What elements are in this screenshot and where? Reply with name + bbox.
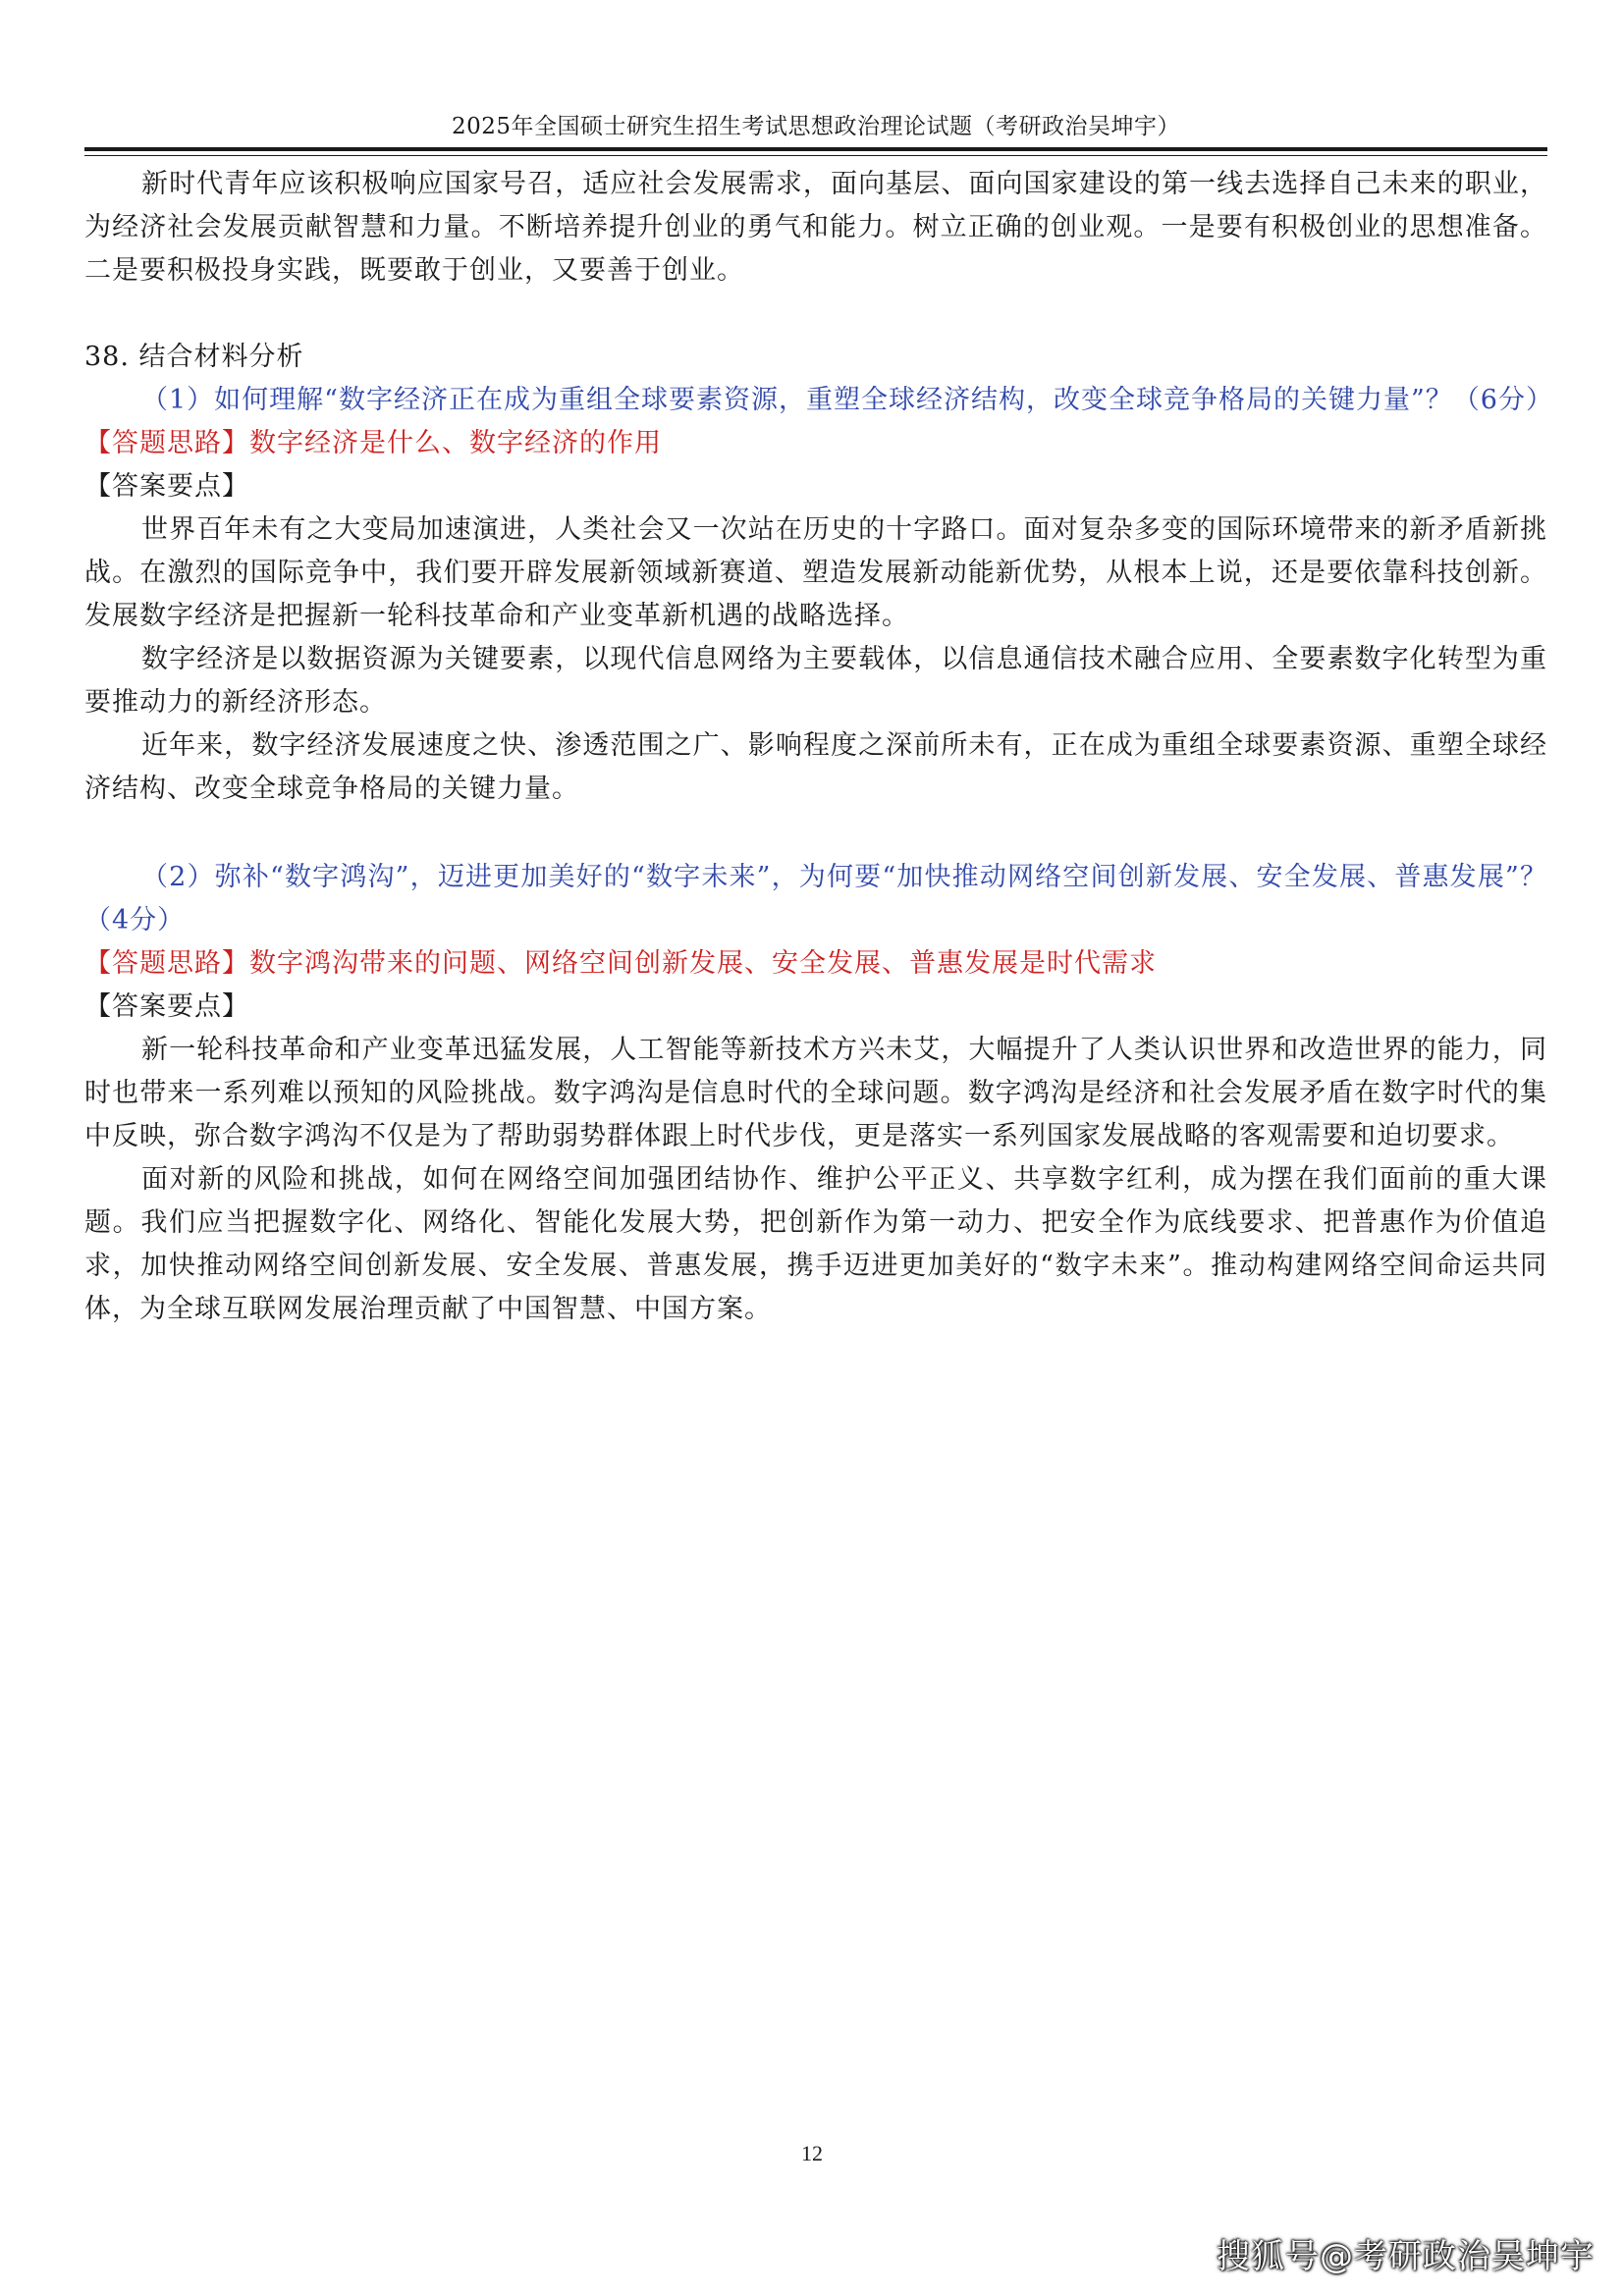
answer-hint-1 <box>84 422 1547 465</box>
header-rule-thick <box>84 147 1547 151</box>
page-content <box>84 163 1553 1331</box>
page-header-title: 2025年全国硕士研究生招生考试思想政治理论试题（考研政治吴坤宇） <box>451 114 1181 139</box>
hint-label: 【答题思路】 <box>84 428 249 458</box>
hint-label: 【答题思路】 <box>84 948 249 979</box>
hint-text: 数字鸿沟带来的问题、网络空间创新发展、安全发展、普惠发展是时代需求 <box>249 948 1157 979</box>
source-watermark: 搜狐号@考研政治吴坤宇 <box>1217 2237 1595 2276</box>
header-rule-thin <box>84 155 1547 156</box>
page-number: 12 <box>801 2141 823 2165</box>
answer-label-1: 【答案要点】 <box>84 471 249 502</box>
answer-hint-2 <box>84 942 1547 986</box>
question-heading: 38. 结合材料分析 <box>84 342 304 372</box>
sub-question-2: （2）弥补“数字鸿沟”，迈进更加美好的“数字未来”，为何要“加快推动网络空间创新发展、安全发展、普惠发展”？（4分） <box>84 862 1547 935</box>
sub-question-1: （1）如何理解“数字经济正在成为重组全球要素资源，重塑全球经济结构，改变全球竞争格局的关键力量”？（6分） <box>141 385 1553 415</box>
answer-paragraph: 新一轮科技革命和产业变革迅猛发展，人工智能等新技术方兴未艾，大幅提升了人类认识世界和改造世界的能力，同时也带来一系列难以预知的风险挑战。数字鸿沟是信息时代的全球问题。数字鸿沟是经济和社会发展矛盾在数字时代的集中反映，弥合数字鸿沟不仅是为了帮助弱势群体跟上时代步伐，更是落实一系列国家发展战略的客观需要和迫切要求。 <box>84 1035 1547 1151</box>
intro-paragraph: 新时代青年应该积极响应国家号召，适应社会发展需求，面向基层、面向国家建设的第一线去选择自己未来的职业，为经济社会发展贡献智慧和力量。不断培养提升创业的勇气和能力。树立正确的创业观。一是要有积极创业的思想准备。二是要积极投身实践，既要敢于创业，又要善于创业。 <box>84 169 1547 286</box>
hint-text: 数字经济是什么、数字经济的作用 <box>249 428 662 458</box>
answer-paragraph: 世界百年未有之大变局加速演进，人类社会又一次站在历史的十字路口。面对复杂多变的国际环境带来的新矛盾新挑战。在激烈的国际竞争中，我们要开辟发展新领域新赛道、塑造发展新动能新优势，从根本上说，还是要依靠科技创新。发展数字经济是把握新一轮科技革命和产业变革新机遇的战略选择。 <box>84 514 1547 631</box>
answer-label-2: 【答案要点】 <box>84 991 249 1022</box>
answer-paragraph: 近年来，数字经济发展速度之快、渗透范围之广、影响程度之深前所未有，正在成为重组全球要素资源、重塑全球经济结构、改变全球竞争格局的关键力量。 <box>84 730 1547 804</box>
answer-paragraph: 数字经济是以数据资源为关键要素，以现代信息网络为主要载体，以信息通信技术融合应用、全要素数字化转型为重要推动力的新经济形态。 <box>84 644 1547 718</box>
answer-paragraph: 面对新的风险和挑战，如何在网络空间加强团结协作、维护公平正义、共享数字红利，成为摆在我们面前的重大课题。我们应当把握数字化、网络化、智能化发展大势，把创新作为第一动力、把安全作为底线要求、把普惠作为价值追求，加快推动网络空间创新发展、安全发展、普惠发展，携手迈进更加美好的“数字未来”。推动构建网络空间命运共同体，为全球互联网发展治理贡献了中国智慧、中国方案。 <box>84 1164 1547 1324</box>
